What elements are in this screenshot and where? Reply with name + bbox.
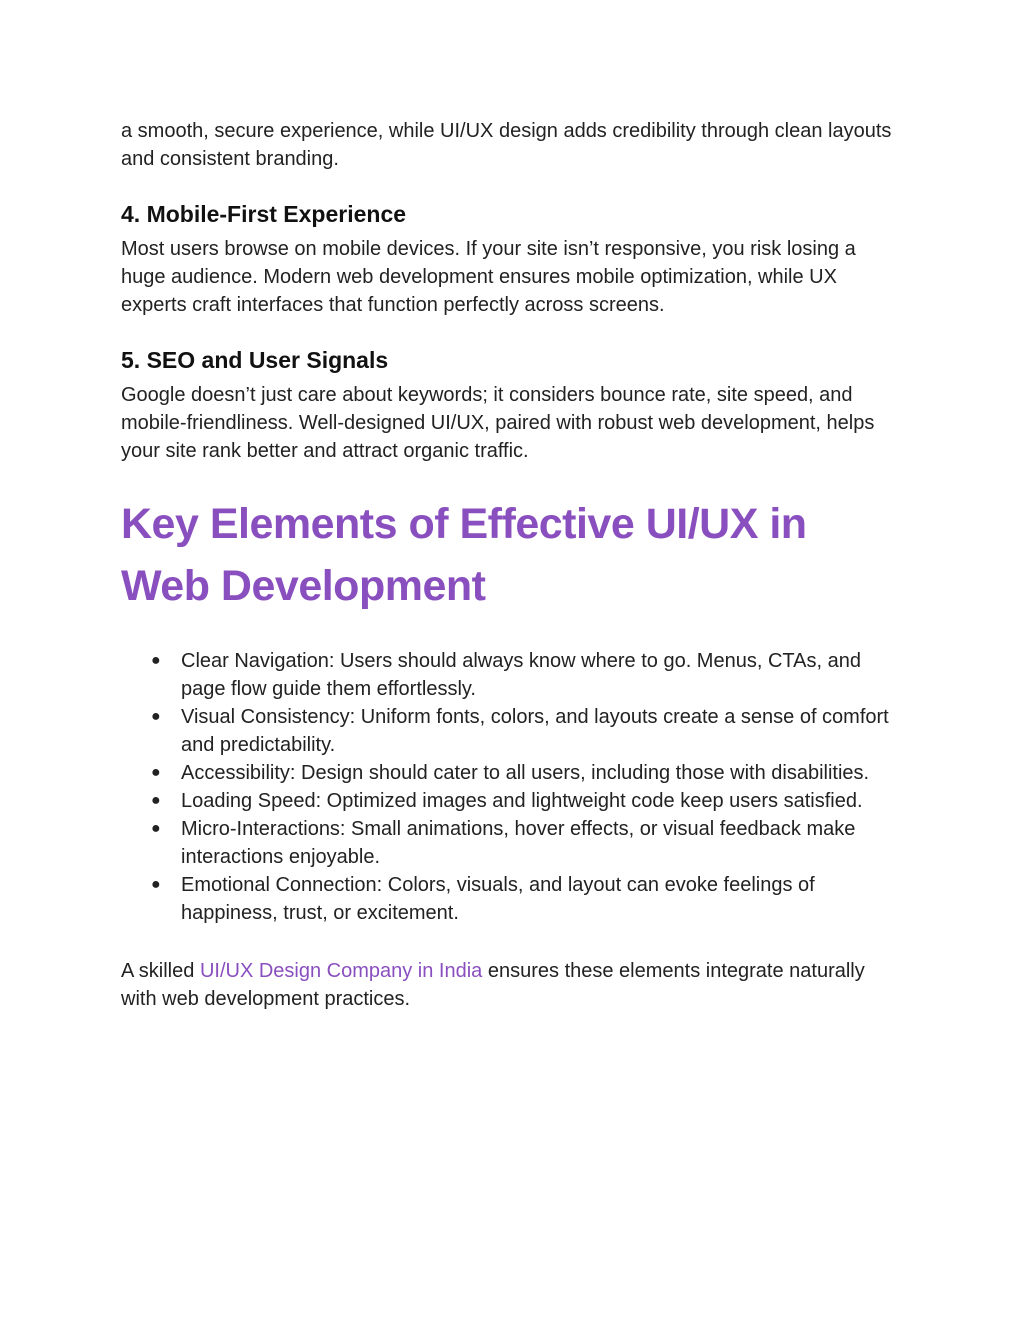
bullet-icon: ● <box>151 792 161 809</box>
list-item <box>151 703 901 759</box>
document-page <box>121 117 901 1013</box>
bullet-icon: ● <box>151 876 161 893</box>
intro-paragraph: a smooth, secure experience, while UI/UX design adds credibility through clean layouts and consistent branding. <box>121 120 892 170</box>
closing-paragraph <box>121 957 901 1013</box>
bullet-icon: ● <box>151 708 161 725</box>
bullet-icon: ● <box>151 652 161 669</box>
list-item-text: Emotional Connection: Colors, visuals, and layout can evoke feelings of happiness, trust, or excitement. <box>181 874 815 924</box>
closing-text-before-link: A skilled <box>121 960 200 982</box>
list-item-text: Visual Consistency: Uniform fonts, colors, and layouts create a sense of comfort and predictability. <box>181 706 889 756</box>
list-item <box>151 787 901 815</box>
list-item <box>151 759 901 787</box>
closing-text-after-link: ensures these elements integrate naturally with web development practices. <box>121 960 865 1010</box>
bullet-icon: ● <box>151 820 161 837</box>
list-item <box>151 815 901 871</box>
list-item-text: Micro-Interactions: Small animations, hover effects, or visual feedback make interactions enjoyable. <box>181 818 856 868</box>
list-item-text: Accessibility: Design should cater to all users, including those with disabilities. <box>181 762 870 784</box>
bullet-icon: ● <box>151 764 161 781</box>
list-item <box>151 647 901 703</box>
section-body-seo: Google doesn’t just care about keywords; it considers bounce rate, site speed, and mobile-friendliness. Well-designed UI/UX, paired with robust web development, helps your site rank better and attract organic traffic. <box>121 384 875 462</box>
key-elements-list <box>121 647 901 927</box>
list-item-text: Clear Navigation: Users should always know where to go. Menus, CTAs, and page flow guide them effortlessly. <box>181 650 861 700</box>
section-heading-mobile-first: 4. Mobile-First Experience <box>121 201 407 227</box>
section-body-mobile-first: Most users browse on mobile devices. If your site isn’t responsive, you risk losing a huge audience. Modern web development ensures mobile optimization, while UX experts craft interfaces that function perfectly across screens. <box>121 238 856 316</box>
key-elements-heading: Key Elements of Effective UI/UX in Web Development <box>121 500 807 610</box>
company-link[interactable]: UI/UX Design Company in India <box>199 960 483 982</box>
list-item-text: Loading Speed: Optimized images and lightweight code keep users satisfied. <box>181 790 863 812</box>
list-item <box>151 871 901 927</box>
section-heading-seo: 5. SEO and User Signals <box>121 347 389 373</box>
